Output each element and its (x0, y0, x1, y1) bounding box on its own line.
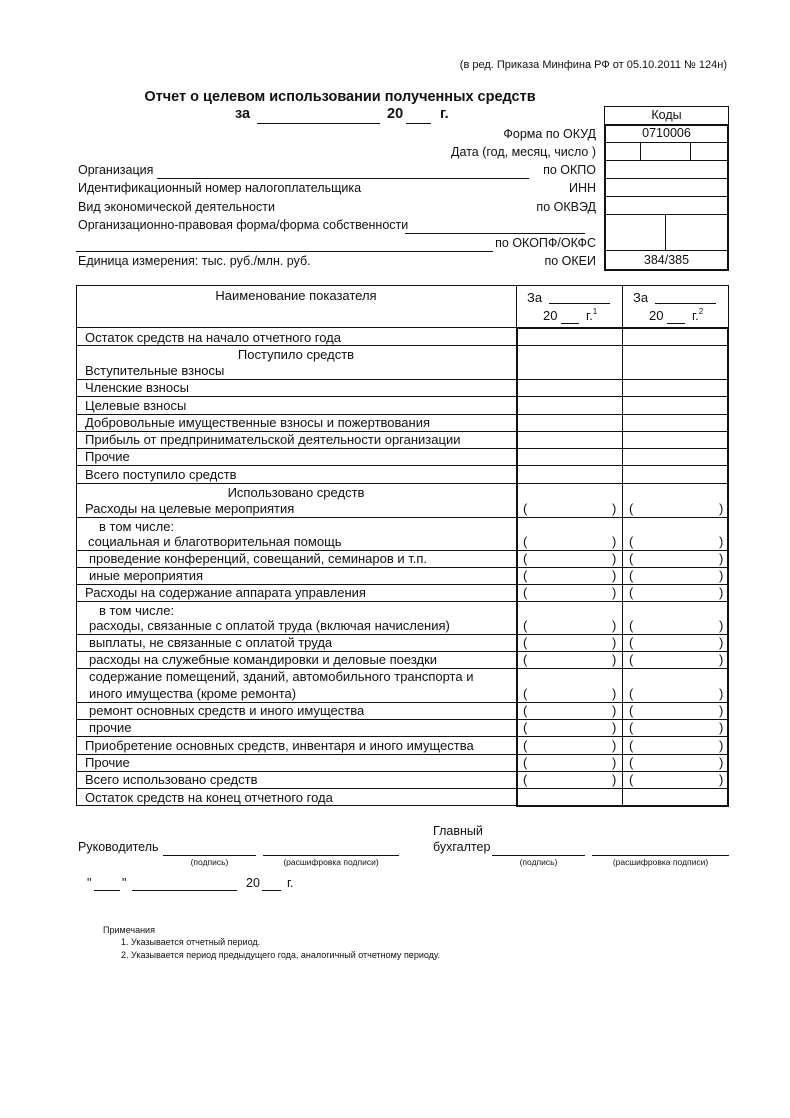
value-cell-previous[interactable] (623, 328, 727, 345)
paren-open: ( (523, 551, 528, 566)
row-label: Прочие (85, 755, 130, 770)
paren-open: ( (523, 772, 528, 787)
head-signature-field[interactable] (163, 855, 256, 856)
previous-year-prefix: 20 (649, 308, 664, 323)
previous-period-field[interactable] (655, 303, 716, 304)
date-month-field[interactable] (132, 890, 237, 891)
paren-close: ) (612, 635, 617, 650)
row-label: проведение конференций, совещаний, семинаров и т.п. (89, 551, 427, 566)
row-label: Расходы на содержание аппарата управления (85, 585, 366, 600)
including-label: в том числе: (99, 519, 175, 534)
note-item: 1. Указывается отчетный период. (121, 937, 261, 947)
paren-close: ) (719, 686, 724, 701)
paren-close: ) (719, 738, 724, 753)
value-cell-current[interactable] (518, 788, 622, 805)
paren-open: ( (523, 635, 528, 650)
head-label: Руководитель (78, 840, 159, 854)
paren-close: ) (612, 618, 617, 633)
paren-close: ) (612, 738, 617, 753)
paren-open: ( (629, 652, 634, 667)
footnote-ref-1: 1 (592, 307, 598, 316)
activity-label: Вид экономической деятельности (78, 200, 275, 214)
paren-close: ) (719, 652, 724, 667)
paren-close: ) (612, 755, 617, 770)
okei-label: по ОКЕИ (544, 254, 596, 268)
row-label: Приобретение основных средств, инвентаря и иного имущества (85, 738, 474, 753)
row-label: выплаты, не связанные с оплатой труда (89, 635, 333, 650)
date-year-field[interactable] (262, 890, 281, 891)
date-label: Дата (год, месяц, число ) (451, 145, 596, 159)
row-label: расходы на служебные командировки и деловые поездки (89, 652, 438, 667)
inn-code-cell[interactable] (606, 179, 727, 197)
date-year-cell[interactable] (606, 143, 641, 161)
legal-form-label: Организационно-правовая форма/форма собственности (78, 218, 409, 232)
paren-open: ( (523, 720, 528, 735)
paren-open: ( (629, 585, 634, 600)
previous-year-suffix: г. (692, 308, 699, 323)
quote-close: " (122, 876, 127, 890)
paren-open: ( (629, 635, 634, 650)
chief-signature-caption: (подпись) (519, 857, 558, 867)
paren-close: ) (612, 551, 617, 566)
paren-close: ) (719, 534, 724, 549)
paren-close: ) (612, 686, 617, 701)
paren-close: ) (612, 703, 617, 718)
paren-open: ( (629, 772, 634, 787)
unit-label: Единица измерения: тыс. руб./млн. руб. (78, 254, 311, 268)
paren-open: ( (629, 501, 634, 516)
paren-open: ( (629, 703, 634, 718)
date-month-cell[interactable] (641, 143, 691, 161)
col-divider-1 (516, 285, 517, 328)
okopf-label: по ОКОПФ/ОКФС (495, 236, 596, 250)
head-name-field[interactable] (263, 855, 399, 856)
row-label: Остаток средств на конец отчетного года (85, 790, 333, 805)
period-suffix: г. (440, 106, 449, 122)
chief-accountant-label-1: Главный (433, 824, 483, 838)
including-label: в том числе: (99, 603, 175, 618)
page-title: Отчет о целевом использовании полученных средств (144, 89, 536, 105)
chief-accountant-label-2: бухгалтер (433, 840, 491, 854)
section-used: Использовано средств (227, 485, 365, 500)
paren-close: ) (719, 703, 724, 718)
period-year-prefix: 20 (387, 106, 404, 122)
row-label: Членские взносы (85, 380, 189, 395)
paren-close: ) (719, 635, 724, 650)
paren-close: ) (719, 585, 724, 600)
paren-close: ) (719, 618, 724, 633)
inn-label: ИНН (568, 181, 596, 195)
paren-close: ) (612, 501, 617, 516)
head-signature-caption: (подпись) (190, 857, 229, 867)
row-label: расходы, связанные с оплатой труда (включая начисления) (89, 618, 450, 633)
date-year-prefix: 20 (246, 876, 260, 890)
paren-open: ( (629, 551, 634, 566)
paren-open: ( (523, 755, 528, 770)
row-label: Всего использовано средств (85, 772, 258, 787)
row-label: Прибыль от предпринимательской деятельности организации (85, 432, 461, 447)
okopf-code-cell[interactable] (606, 215, 666, 251)
inn-full-label: Идентификационный номер налогоплательщика (78, 181, 362, 195)
paren-close: ) (719, 720, 724, 735)
head-name-caption: (расшифровка подписи) (283, 857, 379, 867)
row-line (76, 448, 729, 449)
previous-col-prefix: За (633, 290, 649, 305)
okved-code-cell[interactable] (606, 197, 727, 215)
paren-close: ) (612, 772, 617, 787)
paren-close: ) (612, 585, 617, 600)
paren-open: ( (523, 618, 528, 633)
row-label: иные мероприятия (89, 568, 204, 583)
paren-open: ( (523, 534, 528, 549)
legal-form-field[interactable] (405, 233, 585, 234)
paren-close: ) (719, 772, 724, 787)
row-label: Добровольные имущественные взносы и пожертвования (85, 415, 430, 430)
paren-close: ) (612, 534, 617, 549)
okud-label: Форма по ОКУД (503, 127, 596, 141)
paren-open: ( (629, 686, 634, 701)
paren-close: ) (719, 568, 724, 583)
row-label: содержание помещений, зданий, автомобильного транспорта и (89, 669, 474, 684)
notes-title: Примечания (103, 925, 155, 935)
organization-label: Организация (78, 163, 154, 177)
chief-signature-field[interactable] (492, 855, 585, 856)
edition-note: (в ред. Приказа Минфина РФ от 05.10.2011 № 124н) (459, 59, 727, 71)
period-year-field[interactable] (406, 123, 431, 124)
okpo-code-cell[interactable] (606, 161, 727, 179)
legal-form-field-line-2[interactable] (76, 251, 493, 252)
paren-open: ( (523, 686, 528, 701)
paren-open: ( (523, 703, 528, 718)
row-label: иного имущества (кроме ремонта) (89, 686, 297, 701)
row-label: ремонт основных средств и иного имущества (89, 703, 365, 718)
quote-open: " (87, 876, 92, 890)
okei-code-cell: 384/385 (643, 253, 690, 267)
row-label: прочие (89, 720, 132, 735)
okfs-code-cell[interactable] (666, 215, 727, 251)
row-label: Всего поступило средств (85, 467, 237, 482)
row-label: Остаток средств на начало отчетного года (85, 330, 342, 345)
okud-code-cell: 0710006 (606, 124, 727, 143)
paren-open: ( (629, 755, 634, 770)
period-prefix: за (235, 106, 251, 122)
paren-close: ) (612, 720, 617, 735)
value-cell-previous[interactable] (623, 788, 727, 805)
current-period-field[interactable] (549, 303, 610, 304)
paren-close: ) (719, 501, 724, 516)
organization-field[interactable] (157, 178, 529, 179)
current-year-prefix: 20 (543, 308, 558, 323)
row-label: Расходы на целевые мероприятия (85, 501, 295, 516)
paren-open: ( (523, 652, 528, 667)
paren-open: ( (523, 568, 528, 583)
okved-label: по ОКВЭД (536, 200, 596, 214)
paren-open: ( (629, 738, 634, 753)
paren-open: ( (629, 720, 634, 735)
date-day-cell[interactable] (691, 143, 727, 161)
current-col-prefix: За (527, 290, 543, 305)
paren-open: ( (523, 501, 528, 516)
row-label: Вступительные взносы (85, 363, 225, 378)
paren-open: ( (629, 568, 634, 583)
row-label: социальная и благотворительная помощь (88, 534, 342, 549)
paren-open: ( (629, 534, 634, 549)
period-field[interactable] (257, 123, 380, 124)
okpo-label: по ОКПО (543, 163, 596, 177)
paren-open: ( (629, 618, 634, 633)
footnote-ref-2: 2 (698, 307, 704, 316)
value-cell-current[interactable] (518, 328, 622, 345)
codes-heading: Коды (604, 106, 729, 125)
row-label: Целевые взносы (85, 398, 187, 413)
paren-close: ) (719, 551, 724, 566)
previous-year-field[interactable] (667, 323, 685, 324)
paren-open: ( (523, 738, 528, 753)
date-year-suffix: г. (287, 876, 294, 890)
current-year-suffix: г. (586, 308, 593, 323)
date-day-field[interactable] (94, 890, 120, 891)
paren-close: ) (612, 652, 617, 667)
paren-close: ) (612, 568, 617, 583)
chief-name-field[interactable] (592, 855, 729, 856)
column-header-name: Наименование показателя (215, 288, 377, 303)
chief-name-caption: (расшифровка подписи) (612, 857, 709, 867)
paren-open: ( (523, 585, 528, 600)
section-received: Поступило средств (237, 347, 355, 362)
paren-close: ) (719, 755, 724, 770)
row-label: Прочие (85, 449, 130, 464)
note-item: 2. Указывается период предыдущего года, аналогичный отчетному периоду. (121, 950, 441, 960)
current-year-field[interactable] (561, 323, 579, 324)
